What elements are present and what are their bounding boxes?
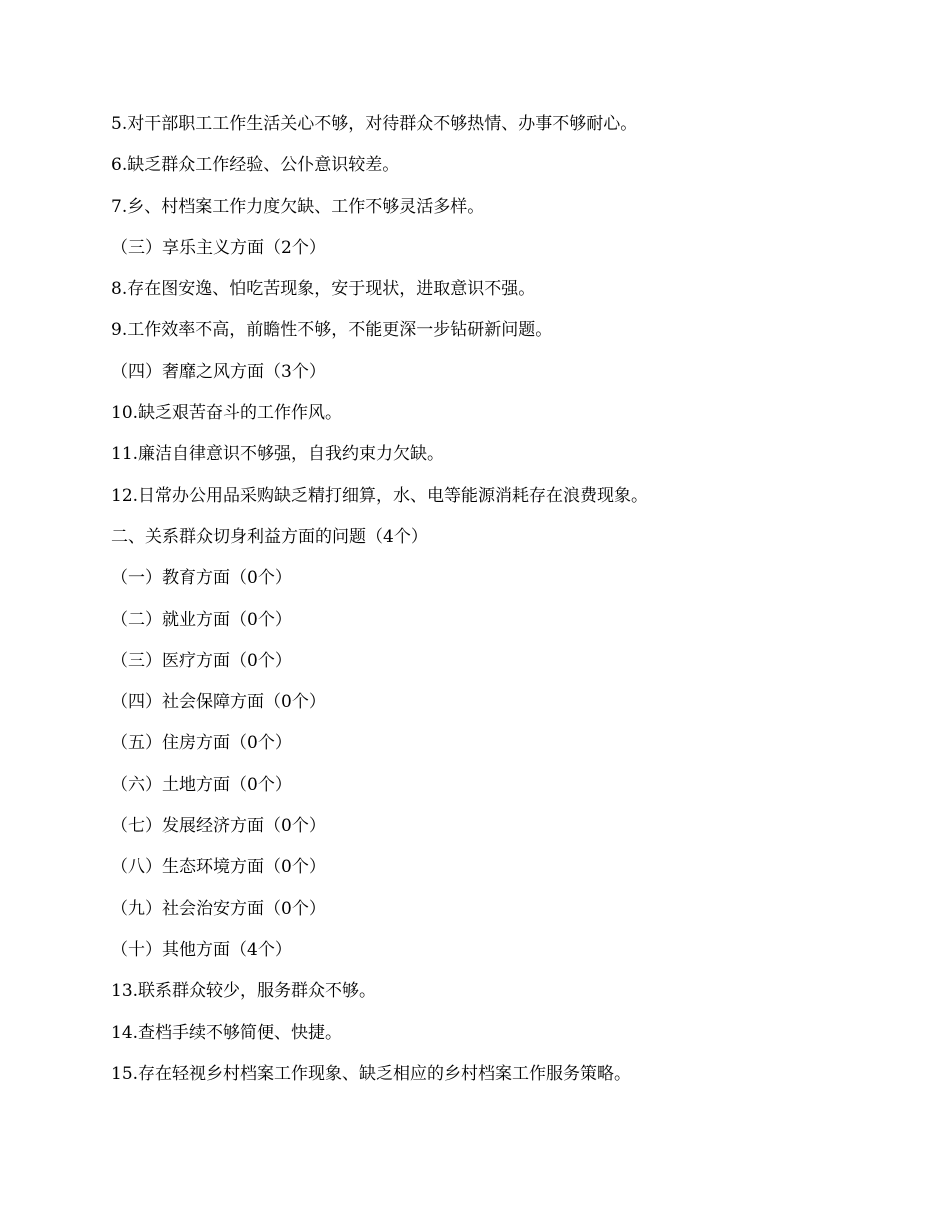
list-item: 15.存在轻视乡村档案工作现象、缺乏相应的乡村档案工作服务策略。 [111,1063,632,1084]
section-heading: （一）教育方面（0个） [111,568,292,589]
section-heading: （八）生态环境方面（0个） [111,857,326,878]
list-item: 10.缺乏艰苦奋斗的工作作风。 [111,403,343,424]
section-heading: （四）社会保障方面（0个） [111,692,326,713]
list-item: 9.工作效率不高，前瞻性不够，不能更深一步钻研新问题。 [111,320,553,341]
section-heading: （十）其他方面（4个） [111,939,292,960]
section-heading: （三）医疗方面（0个） [111,650,292,671]
section-heading: （二）就业方面（0个） [111,609,292,630]
list-item: 11.廉洁自律意识不够强，自我约束力欠缺。 [111,444,445,465]
chapter-heading: 二、关系群众切身利益方面的问题（4个） [111,526,428,547]
section-heading: （三）享乐主义方面（2个） [111,237,326,258]
document-body [111,112,851,1103]
section-heading: （六）土地方面（0个） [111,774,292,795]
list-item: 14.查档手续不够简便、快捷。 [111,1022,343,1043]
section-heading: （五）住房方面（0个） [111,733,292,754]
section-heading: （九）社会治安方面（0个） [111,898,326,919]
list-item: 12.日常办公用品采购缺乏精打细算，水、电等能源消耗存在浪费现象。 [111,485,649,506]
section-heading: （四）奢靡之风方面（3个） [111,361,326,382]
list-item: 7.乡、村档案工作力度欠缺、工作不够灵活多样。 [111,196,485,217]
list-item: 13.联系群众较少，服务群众不够。 [111,981,377,1002]
section-heading: （七）发展经济方面（0个） [111,816,326,837]
list-item: 5.对干部职工工作生活关心不够，对待群众不够热情、办事不够耐心。 [111,114,638,134]
list-item: 6.缺乏群众工作经验、公仆意识较差。 [111,155,400,176]
list-item: 8.存在图安逸、怕吃苦现象，安于现状，进取意识不强。 [111,279,536,300]
